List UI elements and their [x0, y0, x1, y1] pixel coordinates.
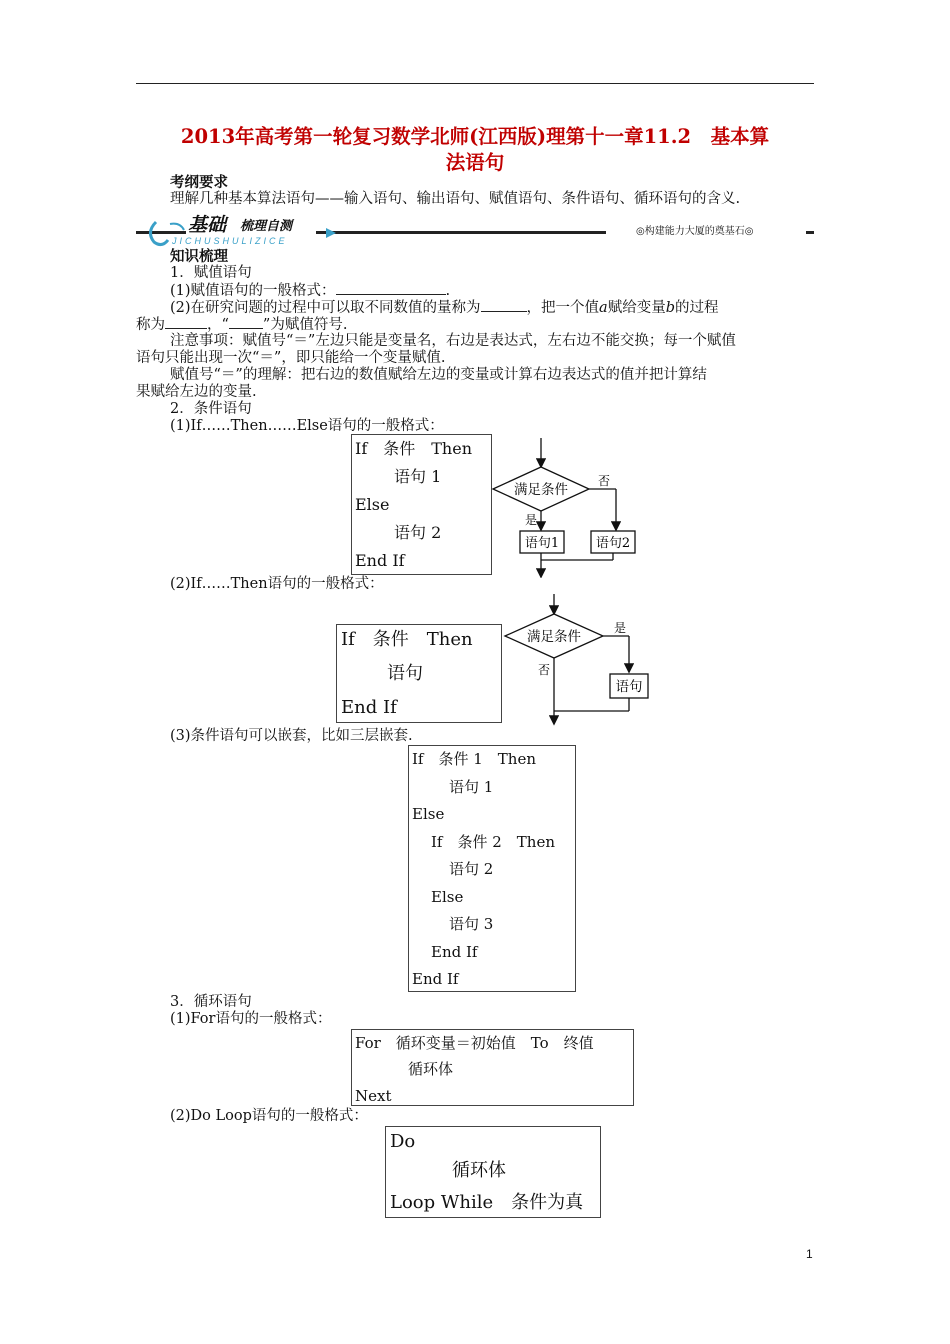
code-line: Next [355, 1087, 392, 1105]
variable-text-b: ，把一个值 [526, 300, 600, 316]
code-line: Loop While 条件为真 [390, 1192, 584, 1213]
variable-text-c: 赋给变量 [607, 300, 666, 316]
fill-blank [481, 299, 527, 312]
code-box-if-then-else [351, 434, 492, 575]
page-number: 1 [806, 1247, 813, 1261]
banner-right-text: ◎构建能力大厦的奠基石◎ [636, 226, 754, 237]
header-rule [136, 83, 814, 84]
section-1-title: 1．赋值语句 [170, 265, 252, 281]
variable-line [170, 299, 719, 317]
banner-sub-text: 梳理自测 [240, 219, 293, 234]
flow-yes-label: 是 [614, 621, 627, 635]
code-line: End If [341, 697, 397, 718]
var-b: b [665, 300, 675, 316]
code-line: 语句 2 [394, 523, 442, 542]
code-line: If 条件 1 Then [412, 750, 536, 768]
fill-blank [336, 282, 446, 295]
code-line: Do [390, 1131, 416, 1152]
code-line: 语句 1 [394, 467, 442, 486]
section-2-title: 2．条件语句 [170, 401, 252, 417]
code-box-for [351, 1029, 634, 1106]
code-line: End If [431, 942, 478, 961]
page-title [136, 124, 814, 176]
code-line: If 条件 2 Then [431, 832, 555, 851]
do-loop-format-label: (2)Do Loop语句的一般格式： [170, 1108, 368, 1124]
syllabus-text: 理解几种基本算法语句——输入语句、输出语句、赋值语句、条件语句、循环语句的含义. [170, 191, 741, 207]
code-line: If 条件 Then [355, 439, 472, 458]
flow-no-label: 否 [598, 474, 611, 488]
code-line: 语句 3 [449, 915, 494, 933]
code-box-if-then [336, 624, 502, 723]
code-line: 循环体 [452, 1160, 506, 1181]
assignment-text-b: ，“ [207, 317, 229, 333]
code-line: Else [412, 805, 445, 823]
flowchart-if-then [502, 592, 662, 726]
assign-format-line [170, 282, 450, 300]
title-line-2: 法语句 [445, 151, 505, 174]
code-line: End If [412, 970, 459, 988]
for-format-label: (1)For语句的一般格式： [170, 1011, 332, 1027]
period: . [445, 283, 451, 299]
title-line-1: 2013年高考第一轮复习数学北师(江西版)理第十一章11.2 基本算 [180, 125, 770, 148]
if-then-format-label: (2)If……Then语句的一般格式： [170, 576, 384, 592]
fill-blank [165, 316, 207, 329]
banner-pinyin: JICHUSHULIZICE [172, 236, 288, 246]
code-line: Else [355, 495, 390, 514]
note-line-2: 语句只能出现一次“＝”，即只能给一个变量赋值. [136, 350, 446, 366]
flowchart-if-then-else [488, 436, 648, 578]
nested-label: (3)条件语句可以嵌套，比如三层嵌套. [170, 728, 413, 744]
code-line: For 循环变量＝初始值 To 终值 [355, 1034, 594, 1052]
code-line: If 条件 Then [341, 629, 473, 650]
code-line: End If [355, 551, 405, 570]
understanding-line-1: 赋值号“＝”的理解：把右边的数值赋给左边的变量或计算右边表达式的值并把计算结 [170, 367, 707, 383]
flow-s: 语句 [615, 679, 643, 695]
variable-text-a: (2)在研究问题的过程中可以取不同数值的量称为 [170, 300, 481, 316]
banner-main-text: 基础 [188, 214, 227, 236]
var-a: a [599, 300, 608, 316]
flow-cond: 满足条件 [514, 482, 568, 498]
assignment-text-c: ”为赋值符号. [262, 317, 348, 333]
variable-text-d: 的过程 [675, 300, 719, 316]
code-line: Else [431, 887, 464, 906]
note-line-1: 注意事项：赋值号“＝”左边只能是变量名，右边是表达式，左右边不能交换；每一个赋值 [170, 333, 736, 349]
assignment-line [136, 316, 347, 334]
code-box-nested [408, 745, 576, 992]
code-line: 循环体 [408, 1060, 454, 1078]
flow-s2: 语句2 [595, 536, 631, 551]
flow-yes-label: 是 [525, 513, 538, 527]
code-box-do-loop [385, 1126, 601, 1218]
assign-format-text: (1)赋值语句的一般格式： [170, 283, 336, 299]
fill-blank [229, 316, 263, 329]
flow-no-label: 否 [538, 663, 551, 677]
understanding-line-2: 果赋给左边的变量. [136, 384, 257, 400]
if-then-else-format-label: (1)If……Then……Else语句的一般格式： [170, 418, 444, 434]
flow-s1: 语句1 [524, 536, 560, 551]
code-line: 语句 2 [449, 860, 494, 878]
assignment-text-a: 称为 [136, 317, 165, 333]
code-line: 语句 1 [449, 777, 494, 796]
code-line: 语句 [387, 663, 423, 684]
flow-cond: 满足条件 [527, 629, 581, 645]
section-3-title: 3．循环语句 [170, 994, 252, 1010]
knowledge-heading: 知识梳理 [170, 248, 228, 265]
syllabus-heading: 考纲要求 [170, 174, 228, 191]
